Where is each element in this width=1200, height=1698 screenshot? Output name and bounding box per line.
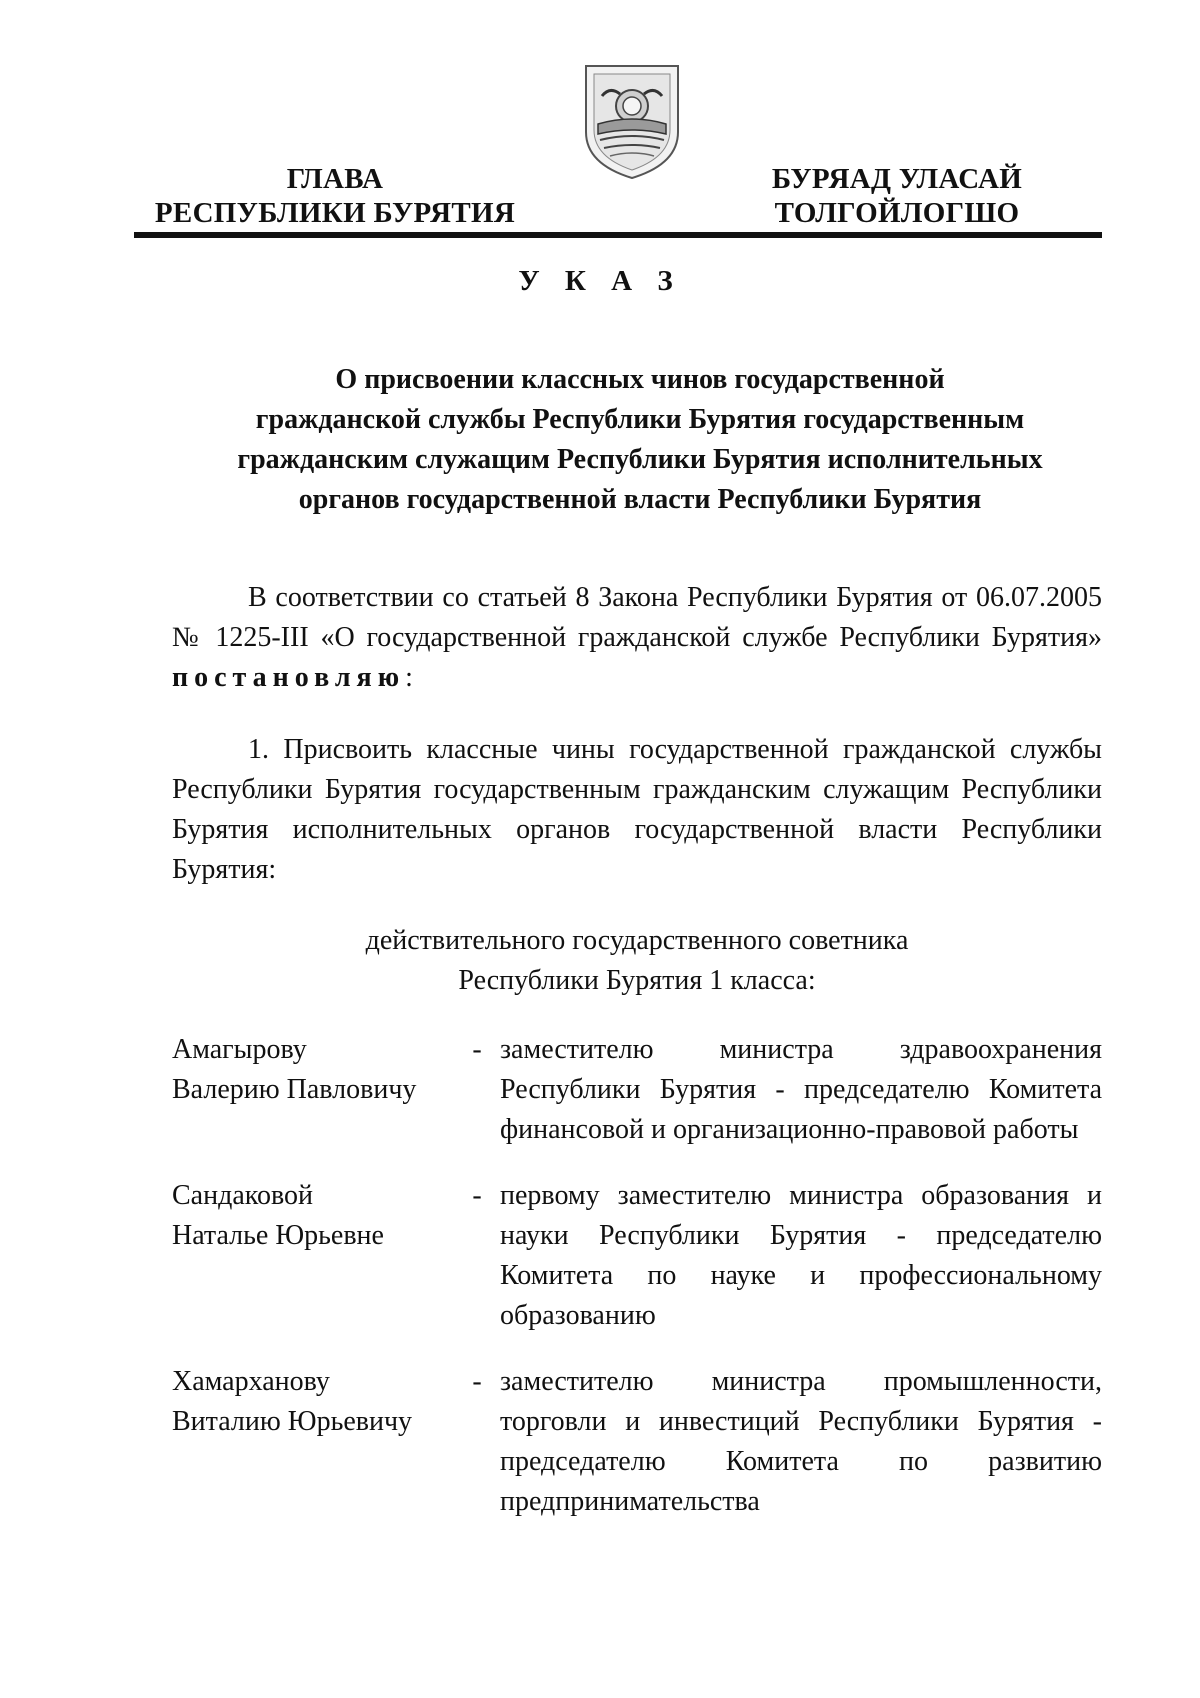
document-title-line: гражданским служащим Республики Бурятия исполнительных: [237, 444, 1043, 475]
document-type: У К А З: [518, 265, 682, 297]
appointee-position: заместителю министра здравоохранения Республики Бурятия - председателю Комитета финансовой и организационно-правовой работы: [500, 1034, 1102, 1145]
decree-colon: :: [405, 662, 413, 693]
rank-heading-line: Республики Бурятия 1 класса:: [458, 965, 816, 996]
appointee-given-name: Наталье Юрьевне: [172, 1220, 384, 1251]
item-1-paragraph: 1. Присвоить классные чины государственной гражданской службы Республики Бурятия государственным гражданским служащим Республики Бурятия исполнительных органов государственной власти Республики Бурятия:: [172, 734, 1102, 885]
document-title: [160, 360, 1120, 520]
header-left-subtitle: РЕСПУБЛИКИ БУРЯТИЯ: [154, 197, 516, 229]
appointee-given-name: Виталию Юрьевичу: [172, 1406, 413, 1437]
appointee-dash: -: [472, 1366, 482, 1397]
appointee-name: [172, 1362, 452, 1442]
header-right-block: [712, 162, 1082, 230]
appointee-surname: Хамарханову: [172, 1366, 330, 1397]
appointee-position: заместителю министра промышленности, торговли и инвестиций Республики Бурятия - председателю Комитета по развитию предпринимательства: [500, 1366, 1102, 1517]
document-title-line: О присвоении классных чинов государственной: [335, 364, 945, 395]
legal-basis-text: В соответствии со статьей 8 Закона Республики Бурятия от 06.07.2005 № 1225-III «О государственной гражданской службе Республики Бурятия»: [172, 582, 1102, 653]
rank-heading: [172, 921, 1102, 1001]
appointee-position: первому заместителю министра образования и науки Республики Бурятия - председателю Комитета по науке и профессиональному образованию: [500, 1180, 1102, 1331]
appointee-surname: Сандаковой: [172, 1180, 313, 1211]
header-left-title: ГЛАВА: [286, 163, 384, 195]
coat-of-arms-emblem: [580, 60, 684, 182]
header-right-title: БУРЯАД УЛАСАЙ: [771, 163, 1023, 195]
rank-heading-line: действительного государственного советника: [365, 925, 909, 956]
decree-word: постановляю: [172, 662, 406, 693]
appointee-name: [172, 1176, 452, 1256]
legal-basis-paragraph: [172, 578, 1102, 698]
header-divider: [134, 232, 1102, 238]
appointee-surname: Амагырову: [172, 1034, 307, 1065]
document-title-line: гражданской службы Республики Бурятия государственным: [255, 404, 1025, 435]
document-title-line: органов государственной власти Республики Бурятия: [298, 484, 982, 515]
appointee-name: [172, 1030, 452, 1110]
appointee-dash: -: [472, 1180, 482, 1211]
header-left-block: [130, 162, 540, 230]
appointee-given-name: Валерию Павловичу: [172, 1074, 417, 1105]
header-right-subtitle: ТОЛГОЙЛОГШО: [774, 197, 1020, 229]
appointee-dash: -: [472, 1034, 482, 1065]
